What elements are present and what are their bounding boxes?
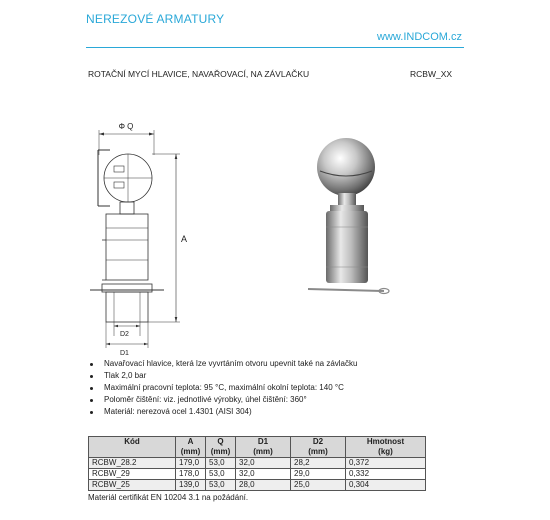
product-title: ROTAČNÍ MYCÍ HLAVICE, NAVAŘOVACÍ, NA ZÁVLAČKU xyxy=(88,69,310,79)
feature-item: Poloměr čištění: viz. jednotlivé výrobky, úhel čištění: 360° xyxy=(88,394,357,406)
cell-d1: 32,0 xyxy=(236,469,291,480)
cell-weight: 0,332 xyxy=(346,469,426,480)
technical-drawing xyxy=(84,110,204,360)
spec-table xyxy=(88,436,426,491)
cell-weight: 0,372 xyxy=(346,458,426,469)
col-header-code: Kód xyxy=(89,437,176,458)
col-header-d1: D1 (mm) xyxy=(236,437,291,458)
cell-d1: 32,0 xyxy=(236,458,291,469)
website-link[interactable]: www.INDCOM.cz xyxy=(377,31,462,43)
cell-d2: 29,0 xyxy=(291,469,346,480)
certificate-note: Materiál certifikát EN 10204 3.1 na požádání. xyxy=(88,493,249,502)
cell-q: 53,0 xyxy=(206,480,236,491)
cell-d1: 28,0 xyxy=(236,480,291,491)
cell-code: RCBW_29 xyxy=(89,469,176,480)
cell-d2: 25,0 xyxy=(291,480,346,491)
cell-q: 53,0 xyxy=(206,458,236,469)
col-header-d2: D2 (mm) xyxy=(291,437,346,458)
table-row xyxy=(89,469,426,480)
col-header-weight: Hmotnost (kg) xyxy=(346,437,426,458)
feature-item: Maximální pracovní teplota: 95 °C, maximální okolní teplota: 140 °C xyxy=(88,382,357,394)
feature-item: Tlak 2,0 bar xyxy=(88,370,357,382)
cell-code: RCBW_25 xyxy=(89,480,176,491)
label-d1: D1 xyxy=(120,350,129,357)
cell-d2: 28,2 xyxy=(291,458,346,469)
product-code: RCBW_XX xyxy=(410,69,453,79)
col-header-q: Q (mm) xyxy=(206,437,236,458)
cell-a: 179,0 xyxy=(176,458,206,469)
brand-heading: NEREZOVÉ ARMATURY xyxy=(86,12,225,26)
label-d2: D2 xyxy=(120,331,129,338)
cell-a: 178,0 xyxy=(176,469,206,480)
table-row xyxy=(89,480,426,491)
pin xyxy=(308,289,384,291)
feature-list xyxy=(88,358,357,418)
label-a: A xyxy=(181,234,188,244)
nozzle-body xyxy=(326,211,368,283)
cell-a: 139,0 xyxy=(176,480,206,491)
cell-weight: 0,304 xyxy=(346,480,426,491)
header-divider xyxy=(86,47,464,48)
feature-item: Navařovací hlavice, která lze vyvrtáním otvoru upevnit také na závlačku xyxy=(88,358,357,370)
ball-head xyxy=(317,138,375,196)
col-header-a: A (mm) xyxy=(176,437,206,458)
cell-q: 53,0 xyxy=(206,469,236,480)
table-header-row xyxy=(89,437,426,458)
label-q: Φ Q xyxy=(118,122,134,131)
cell-code: RCBW_28.2 xyxy=(89,458,176,469)
product-photo xyxy=(298,127,406,307)
feature-item: Materiál: nerezová ocel 1.4301 (AISI 304) xyxy=(88,406,357,418)
table-row xyxy=(89,458,426,469)
